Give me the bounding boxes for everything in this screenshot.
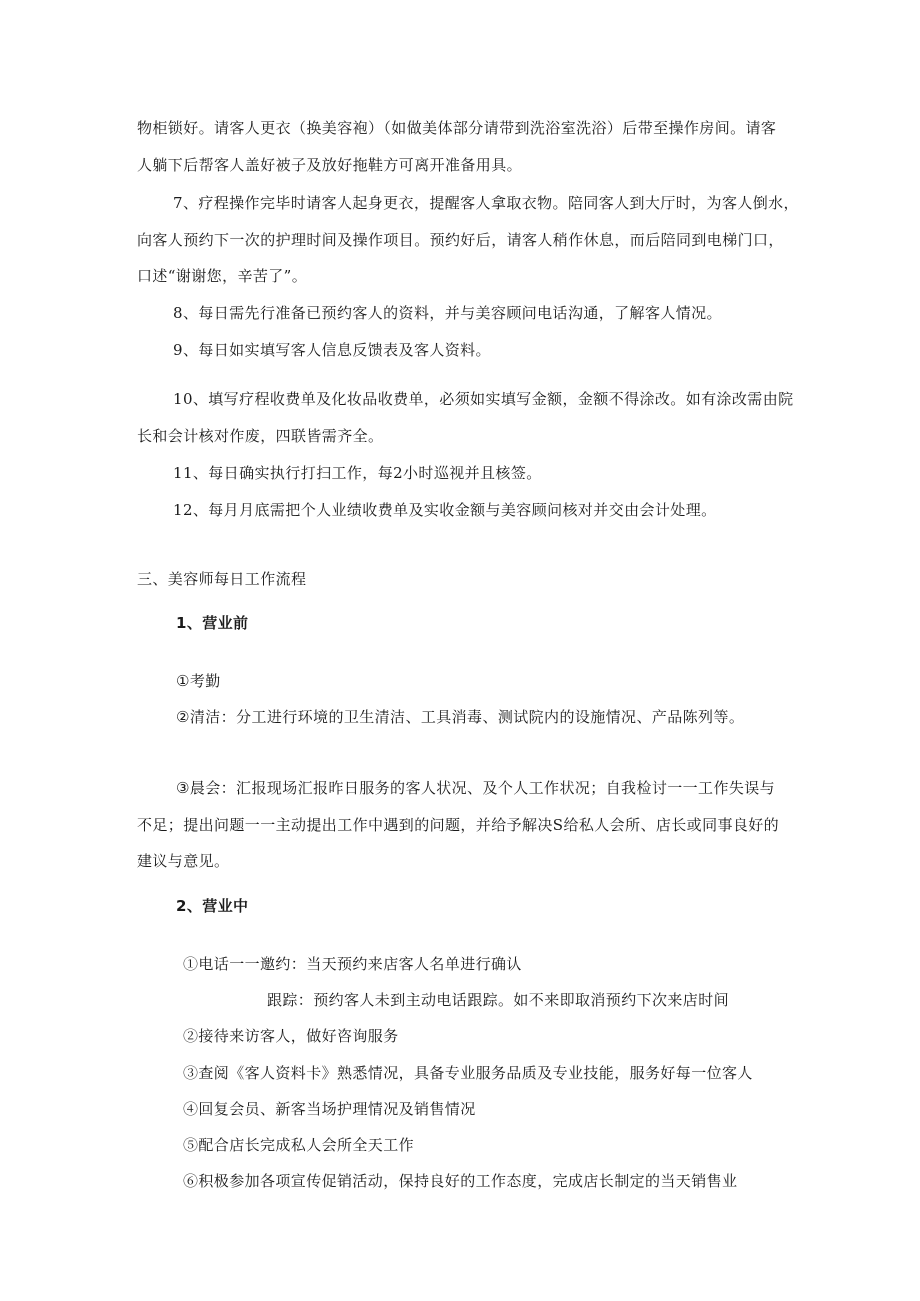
item-7-line-2: 向客人预约下一次的护理时间及操作项目。预约好后，请客人稍作休息，而后陪同到电梯门口， xyxy=(137,231,784,249)
during-business-heading-text: 2、营业中 xyxy=(176,897,249,915)
during-item-1: ①电话一一邀约：当天预约来店客人名单进行确认 xyxy=(183,955,522,973)
item-10-line-1: 10、填写疗程收费单及化妆品收费单，必须如实填写金额，金额不得涂改。如有涂改需由院 xyxy=(173,390,794,408)
continued-item-line-1: 物柜锁好。请客人更衣（换美容袍）（如做美体部分请带到洗浴室洗浴）后带至操作房间。请客 xyxy=(137,119,777,137)
cleaning-text: ：分工进行环境的卫生清洁、工具消毒、测试院内的设施情况、产品陈列等。 xyxy=(220,708,745,726)
before-business-heading-text: 1、营业前 xyxy=(176,614,249,632)
item-9: 9、每日如实填写客人信息反馈表及客人资料。 xyxy=(173,341,491,359)
during-item-2: ②接待来访客人，做好咨询服务 xyxy=(183,1027,399,1045)
item-12: 12、每月月底需把个人业绩收费单及实收金额与美容顾问核对并交由会计处理。 xyxy=(173,501,717,519)
meeting-line-3: 建议与意见。 xyxy=(137,852,230,870)
during-item-6: ⑥积极参加各项宣传促销活动，保持良好的工作态度，完成店长制定的当天销售业 xyxy=(183,1172,738,1190)
during-item-5: ⑤配合店长完成私人会所全天工作 xyxy=(183,1136,415,1154)
meeting-text-1: ：汇报现场汇报昨日服务的客人状况、及个人工作状况；自我检讨一一工作失误与 xyxy=(220,779,776,797)
during-item-4: ④回复会员、新客当场护理情况及销售情况 xyxy=(183,1100,476,1118)
continued-item-line-2: 人躺下后帮客人盖好被子及放好拖鞋方可离开准备用具。 xyxy=(137,156,523,174)
item-7-line-1: 7、疗程操作完毕时请客人起身更衣，提醒客人拿取衣物。陪同客人到大厅时，为客人倒水， xyxy=(173,194,799,212)
during-item-3: ③查阅《客人资料卡》熟悉情况，具备专业服务品质及专业技能，服务好每一位客人 xyxy=(183,1064,753,1082)
meeting-line-1 xyxy=(176,778,775,798)
before-business-heading xyxy=(176,613,248,633)
meeting-label: ③晨会 xyxy=(176,779,221,797)
cleaning-label: ②清洁 xyxy=(176,708,221,726)
during-business-heading xyxy=(176,896,248,916)
meeting-line-2: 不足；提出问题一一主动提出工作中遇到的问题，并给予解决S给私人会所、店长或同事良好的 xyxy=(137,816,780,834)
item-11: 11、每日确实执行打扫工作，每2小时巡视并且核签。 xyxy=(173,464,542,482)
attendance: ①考勤 xyxy=(176,672,221,690)
item-10-line-2: 长和会计核对作废，四联皆需齐全。 xyxy=(137,427,384,445)
cleaning-line xyxy=(176,707,744,727)
item-8: 8、每日需先行准备已预约客人的资料，并与美容顾问电话沟通，了解客人情况。 xyxy=(173,304,722,322)
section-3-heading: 三、美容师每日工作流程 xyxy=(137,570,307,588)
during-item-followup: 跟踪：预约客人未到主动电话跟踪。如不来即取消预约下次来店时间 xyxy=(267,991,730,1009)
item-7-line-3: 口述“谢谢您，辛苦了”。 xyxy=(137,267,308,285)
